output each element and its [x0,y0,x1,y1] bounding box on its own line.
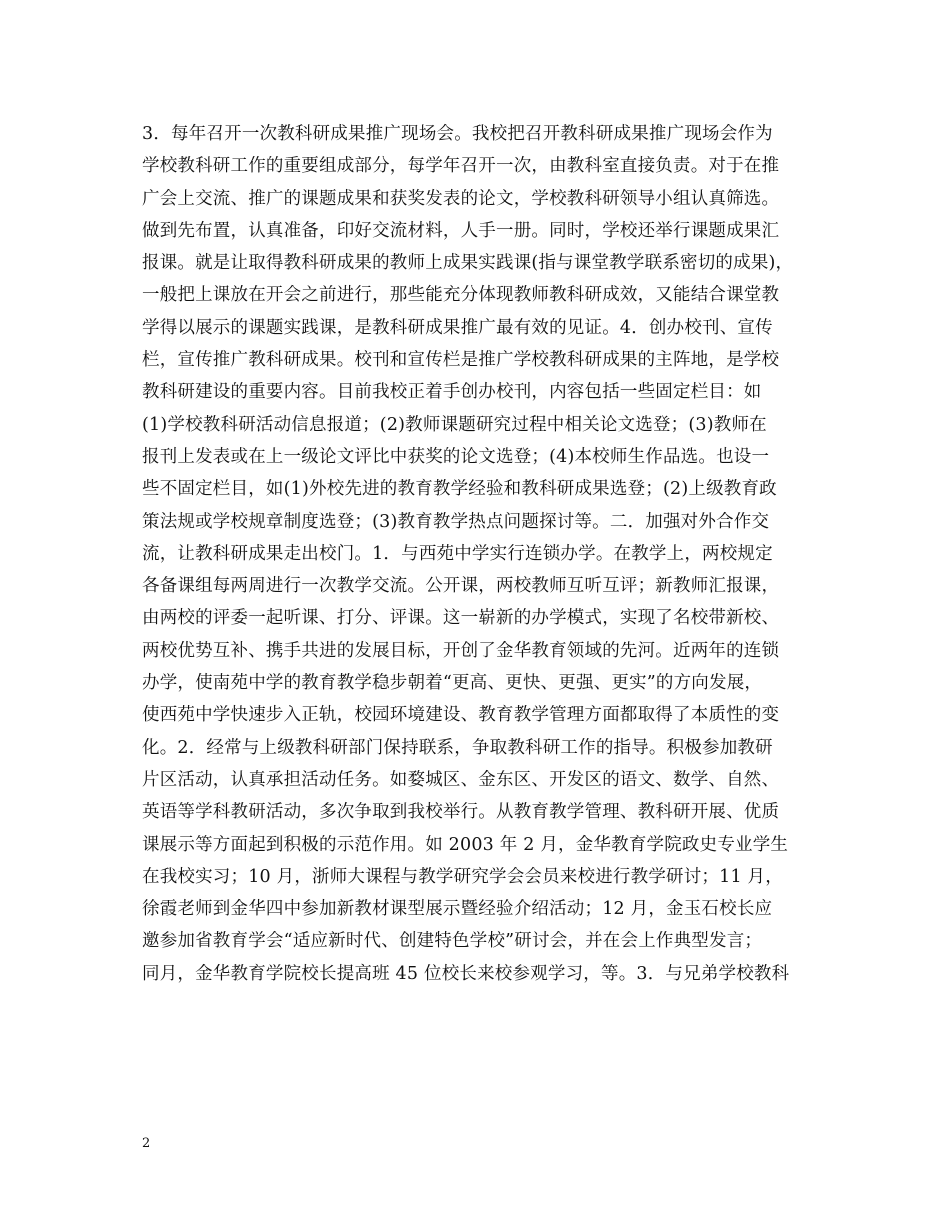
text-line: 课展示等方面起到积极的示范作用。如 2003 年 2 月，金华教育学院政史专业学生 [142,834,789,855]
text-line: 片区活动，认真承担活动任务。如婺城区、金东区、开发区的语文、数学、自然、 [142,769,780,790]
text-line: 些不固定栏目，如(1)外校先进的教育教学经验和教科研成果选登；(2)上级教育政 [142,479,777,500]
text-line: 邀参加省教育学会“适应新时代、创建特色学校”研讨会，并在会上作典型发言； [142,931,763,952]
text-line: 流，让教科研成果走出校门。1．与西苑中学实行连锁办学。在教学上，两校规定 [142,543,773,564]
text-line: 报刊上发表或在上一级论文评比中获奖的论文选登；(4)本校师生作品选。也设一 [142,446,770,467]
body-text [142,118,822,990]
text-line: 化。2．经常与上级教科研部门保持联系，争取教科研工作的指导。积极参加教研 [142,737,773,758]
page-number: 2 [142,1136,151,1151]
text-line: 两校优势互补、携手共进的发展目标，开创了金华教育领域的先河。近两年的连锁 [142,640,780,661]
text-line: 英语等学科教研活动，多次争取到我校举行。从教育教学管理、教科研开展、优质 [142,802,780,823]
text-line: 学校教科研工作的重要组成部分，每学年召开一次，由教科室直接负责。对于在推 [142,156,780,177]
text-line: 广会上交流、推广的课题成果和获奖发表的论文，学校教科研领导小组认真筛选。 [142,188,780,209]
text-line: 徐霞老师到金华四中参加新教材课型展示暨经验介绍活动；12 月，金玉石校长应 [142,899,773,920]
text-line: 报课。就是让取得教科研成果的教师上成果实践课(指与课堂教学联系密切的成果)， [142,253,794,274]
text-line: 教科研建设的重要内容。目前我校正着手创办校刊，内容包括一些固定栏目：如 [142,382,762,403]
text-line: 在我校实习；10 月，浙师大课程与教学研究学会会员来校进行教学研讨；11 月， [142,866,783,887]
text-line: 一般把上课放在开会之前进行，那些能充分体现教师教科研成效，又能结合课堂教 [142,285,780,306]
text-line: 由两校的评委一起听课、打分、评课。这一崭新的办学模式，实现了名校带新校、 [142,608,780,629]
text-line: 栏，宣传推广教科研成果。校刊和宣传栏是推广学校教科研成果的主阵地，是学校 [142,350,780,371]
text-line: 使西苑中学快速步入正轨，校园环境建设、教育教学管理方面都取得了本质性的变 [142,705,780,726]
text-line: 同月，金华教育学院校长提高班 45 位校长来校参观学习，等。3．与兄弟学校教科 [142,963,790,984]
text-line: (1)学校教科研活动信息报道；(2)教师课题研究过程中相关论文选登；(3)教师在 [142,414,767,435]
text-line: 各备课组每两周进行一次教学交流。公开课，两校教师互听互评；新教师汇报课， [142,576,780,597]
text-line: 3．每年召开一次教科研成果推广现场会。我校把召开教科研成果推广现场会作为 [142,124,773,144]
text-line: 办学，使南苑中学的教育教学稳步朝着“更高、更快、更强、更实”的方向发展， [142,673,763,694]
text-line: 做到先布置，认真准备，印好交流材料，人手一册。同时，学校还举行课题成果汇 [142,220,780,241]
text-line: 学得以展示的课题实践课，是教科研成果推广最有效的见证。4．创办校刊、宣传 [142,317,773,338]
text-line: 策法规或学校规章制度选登；(3)教育教学热点问题探讨等。二．加强对外合作交 [142,511,770,532]
